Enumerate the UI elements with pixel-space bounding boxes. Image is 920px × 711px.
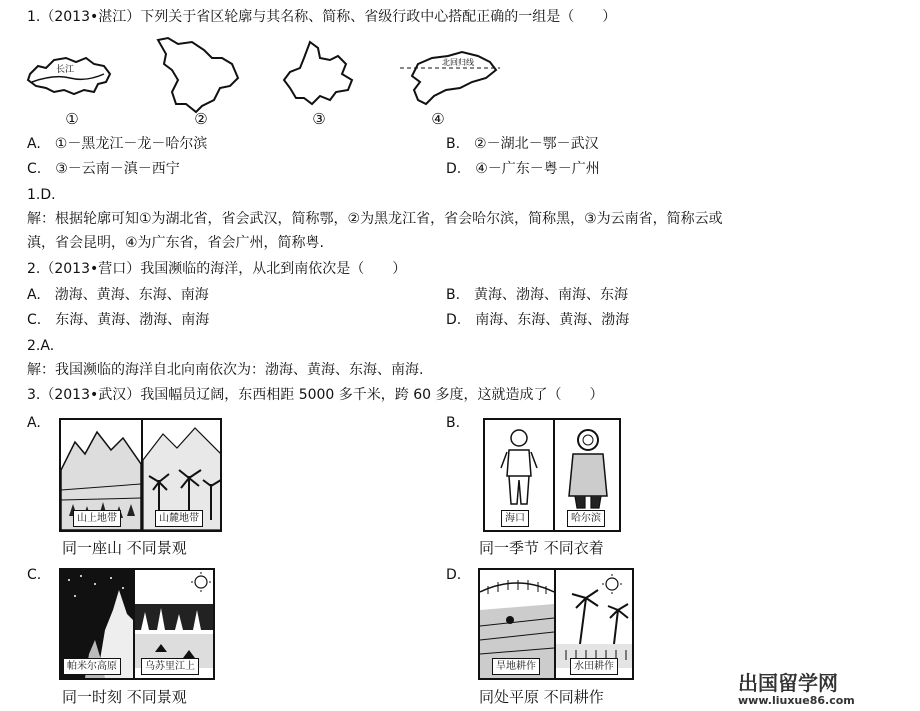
q3-picture-c <box>59 568 215 680</box>
q2-stem: 2.（2013•营口）我国濒临的海洋，从北到南依次是（ ） <box>27 261 407 277</box>
picture-a-left-label: 山上地带 <box>73 510 121 527</box>
yangtze-label: 长江 <box>56 65 75 75</box>
q1-option-d: D. ④－广东－粤－广州 <box>446 161 600 177</box>
q1-explanation-line2: 滇，省会昆明，④为广东省，省会广州，简称粤. <box>27 235 324 251</box>
q3-picture-a <box>59 418 222 532</box>
picture-d-left-label: 旱地耕作 <box>492 658 540 675</box>
watermark-url: www.liuxue86.com <box>738 694 855 707</box>
q3-option-b-letter: B. <box>446 415 461 431</box>
q1-answer: 1.D. <box>27 187 56 203</box>
q3-option-c-letter: C. <box>27 567 42 583</box>
picture-d-right-label: 水田耕作 <box>570 658 618 675</box>
q1-option-c: C. ③－云南－滇－西宁 <box>27 161 180 177</box>
province-map-1 <box>24 44 116 106</box>
q3-option-b-caption: 同一季节 不同衣着 <box>479 539 604 557</box>
q3-picture-b <box>483 418 621 532</box>
picture-a-right-label: 山麓地带 <box>155 510 203 527</box>
q3-option-c-caption: 同一时刻 不同景观 <box>62 688 187 706</box>
picture-b-right-label: 哈尔滨 <box>567 510 605 527</box>
province-map-3 <box>280 38 360 110</box>
q2-option-d: D. 南海、东海、黄海、渤海 <box>446 312 630 328</box>
picture-c-right-label: 乌苏里江上 <box>141 658 199 675</box>
q3-option-d-caption: 同处平原 不同耕作 <box>479 688 604 706</box>
q3-option-a-letter: A. <box>27 415 41 431</box>
q2-answer: 2.A. <box>27 338 55 354</box>
tropic-label: 北回归线 <box>442 58 474 67</box>
q2-option-a: A. 渤海、黄海、东海、南海 <box>27 287 209 303</box>
q2-option-c: C. 东海、黄海、渤海、南海 <box>27 312 210 328</box>
map-label-4: ④ <box>431 110 445 128</box>
province-map-2 <box>152 34 244 114</box>
watermark-title: 出国留学网 <box>738 671 838 695</box>
picture-c-left-label: 帕米尔高原 <box>63 658 121 675</box>
q3-stem: 3.（2013•武汉）我国幅员辽阔，东西相距 5000 多千米，跨 60 多度，这就造成了（ ） <box>27 387 604 403</box>
q2-explanation: 解：我国濒临的海洋自北向南依次为：渤海、黄海、东海、南海. <box>27 362 424 378</box>
q1-stem: 1.（2013•湛江）下列关于省区轮廓与其名称、简称、省级行政中心搭配正确的一组是（ ） <box>27 9 617 25</box>
q3-option-a-caption: 同一座山 不同景观 <box>62 539 187 557</box>
q1-option-a: A. ①－黑龙江－龙－哈尔滨 <box>27 136 208 152</box>
q2-option-b: B. 黄海、渤海、南海、东海 <box>446 287 629 303</box>
q3-option-d-letter: D. <box>446 567 462 583</box>
province-map-4 <box>398 46 502 108</box>
map-label-3: ③ <box>312 110 326 128</box>
map-label-2: ② <box>194 110 208 128</box>
map-label-1: ① <box>65 110 79 128</box>
picture-b-left-label: 海口 <box>501 510 529 527</box>
q1-explanation-line1: 解：根据轮廓可知①为湖北省，省会武汉，简称鄂，②为黑龙江省，省会哈尔滨，简称黑，③为云南省，简称云或 <box>27 211 723 227</box>
q3-picture-d <box>478 568 634 680</box>
q1-option-b: B. ②－湖北－鄂－武汉 <box>446 136 599 152</box>
